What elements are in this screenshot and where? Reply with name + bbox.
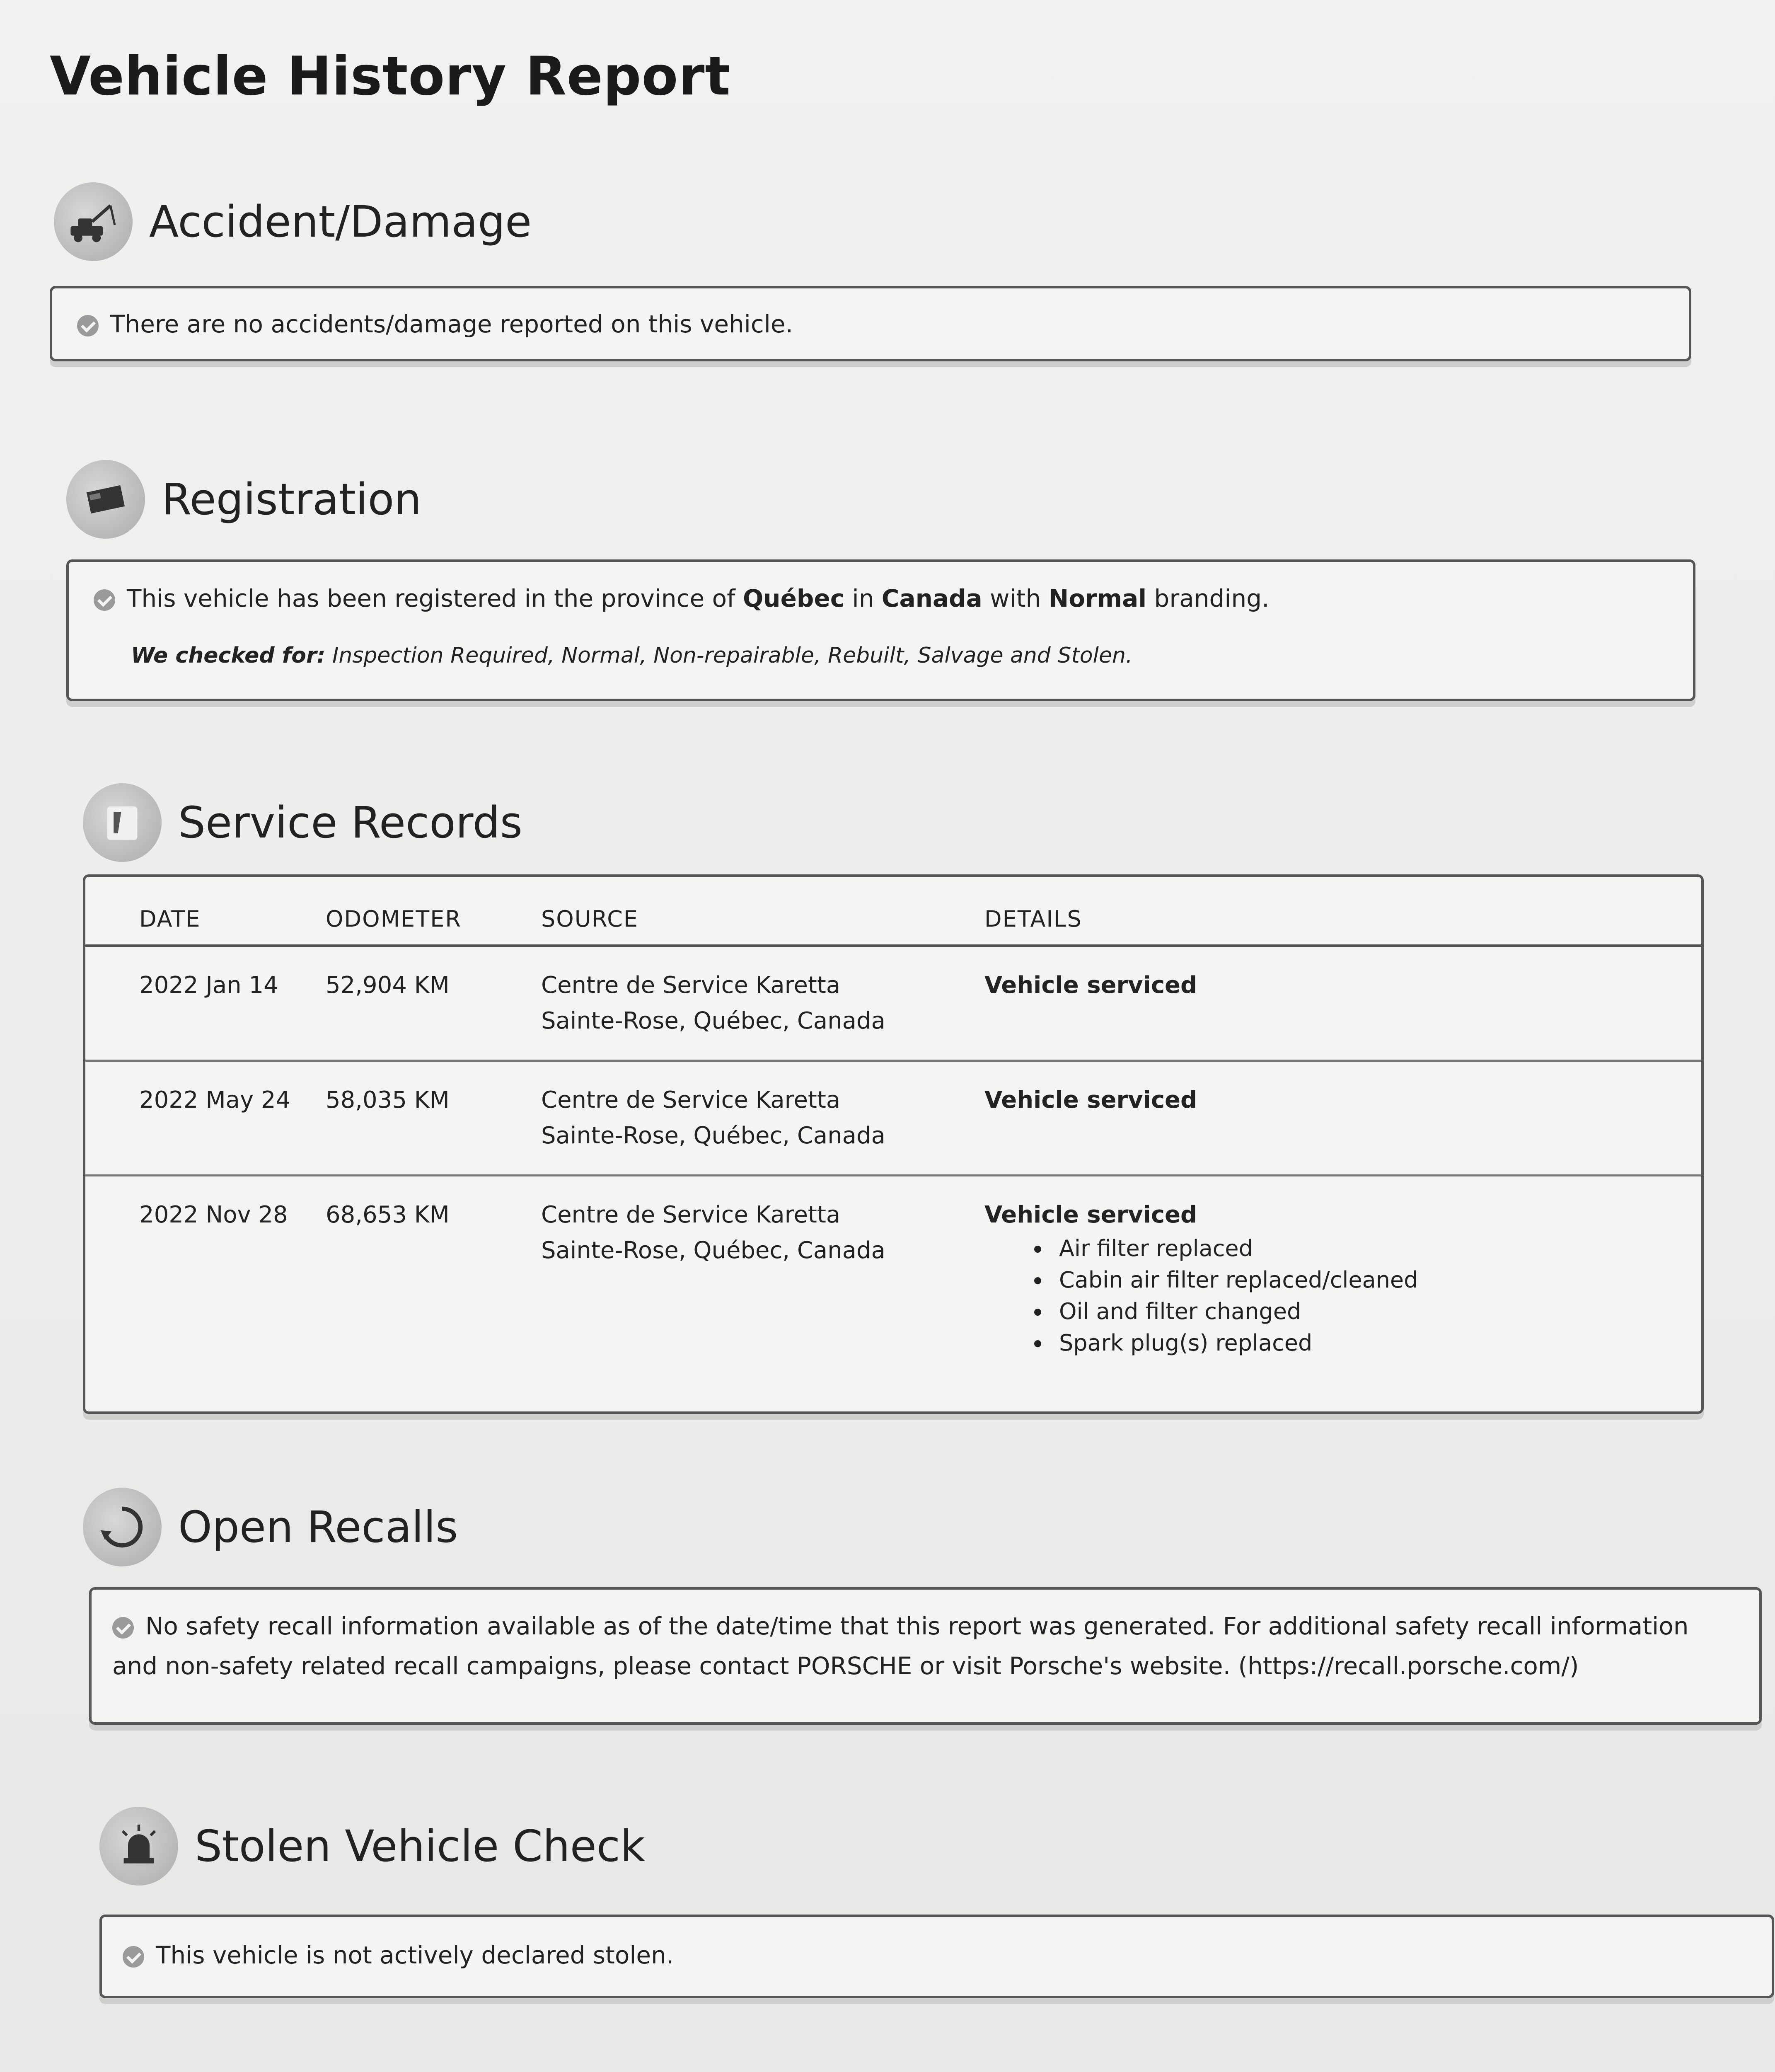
list-item: • Spark plug(s) replaced bbox=[1051, 1327, 1701, 1359]
check-circle-icon bbox=[112, 1617, 134, 1639]
check-circle-icon bbox=[77, 315, 99, 336]
col-date: DATE bbox=[85, 877, 326, 946]
details-title: Vehicle serviced bbox=[984, 1087, 1197, 1113]
registration-country: Canada bbox=[881, 584, 982, 612]
row-date: 2022 Jan 14 bbox=[85, 946, 326, 1061]
source-name: Centre de Service Karetta bbox=[541, 1087, 841, 1113]
details-title: Vehicle serviced bbox=[984, 972, 1197, 999]
registration-status-box bbox=[66, 559, 1695, 701]
col-source: SOURCE bbox=[541, 877, 984, 946]
accident-message: There are no accidents/damage reported on this vehicle. bbox=[110, 310, 793, 338]
row-details bbox=[984, 946, 1701, 1061]
source-name: Centre de Service Karetta bbox=[541, 972, 841, 999]
registration-section-header bbox=[66, 460, 421, 539]
row-odometer: 68,653 KM bbox=[326, 1201, 450, 1228]
col-details: DETAILS bbox=[984, 877, 1701, 946]
recalls-section-header bbox=[83, 1488, 458, 1566]
recalls-message bbox=[112, 1606, 1728, 1686]
source-location: Sainte-Rose, Québec, Canada bbox=[541, 1007, 885, 1034]
registration-msg-mid2: with bbox=[982, 584, 1049, 612]
stolen-section-header bbox=[99, 1807, 645, 1886]
row-odometer: 58,035 KM bbox=[326, 1061, 541, 1176]
registration-branding: Normal bbox=[1048, 584, 1147, 612]
row-details bbox=[984, 1176, 1701, 1380]
row-source bbox=[541, 1061, 984, 1176]
porsche-website-link[interactable]: Porsche's website bbox=[1009, 1652, 1223, 1680]
table-row bbox=[85, 1061, 1701, 1176]
flag-icon bbox=[66, 460, 145, 539]
row-date: 2022 May 24 bbox=[85, 1061, 326, 1176]
stolen-status-box bbox=[99, 1915, 1774, 1998]
source-location: Sainte-Rose, Québec, Canada bbox=[541, 1122, 885, 1149]
service-table bbox=[85, 877, 1701, 1380]
row-odometer: 52,904 KM bbox=[326, 946, 541, 1061]
list-item: • Air filter replaced bbox=[1051, 1233, 1701, 1264]
details-title: Vehicle serviced bbox=[984, 1201, 1197, 1228]
table-row bbox=[85, 1176, 1701, 1380]
list-item: • Oil and filter changed bbox=[1051, 1296, 1701, 1327]
source-name: Centre de Service Karetta bbox=[541, 1201, 841, 1228]
service-section-title: Service Records bbox=[178, 797, 522, 848]
registration-msg-mid1: in bbox=[844, 584, 882, 612]
checked-items: Inspection Required, Normal, Non-repairable, Rebuilt, Salvage and Stolen. bbox=[325, 643, 1133, 668]
row-details bbox=[984, 1061, 1701, 1176]
row-source bbox=[541, 1176, 984, 1380]
source-location: Sainte-Rose, Québec, Canada bbox=[541, 1237, 885, 1264]
wrench-icon bbox=[83, 783, 162, 862]
checked-label: We checked for: bbox=[131, 643, 326, 668]
recalls-section-title: Open Recalls bbox=[178, 1502, 458, 1552]
accident-section-title: Accident/Damage bbox=[149, 196, 532, 247]
recalls-status-box bbox=[89, 1587, 1762, 1725]
accident-status-box bbox=[50, 286, 1691, 361]
service-records-table bbox=[83, 874, 1704, 1414]
check-circle-icon bbox=[94, 589, 115, 611]
recall-url: . (https://recall.porsche.com/) bbox=[1223, 1652, 1579, 1680]
registration-message bbox=[94, 579, 1269, 618]
row-date: 2022 Nov 28 bbox=[139, 1201, 288, 1228]
registration-checked-note bbox=[131, 643, 1132, 668]
recalls-message-text: No safety recall information available as of the date/time that this report was generated. For additional safety recall information and non-safety related recall campaigns, please contact PORSCHE or visit bbox=[112, 1612, 1689, 1680]
tow-truck-icon bbox=[54, 182, 133, 261]
registration-msg-suffix: branding. bbox=[1146, 584, 1270, 612]
service-section-header bbox=[83, 783, 522, 862]
check-circle-icon bbox=[123, 1946, 144, 1968]
row-source bbox=[541, 946, 984, 1061]
col-odometer: ODOMETER bbox=[326, 877, 541, 946]
registration-msg-prefix: This vehicle has been registered in the province of bbox=[127, 584, 743, 612]
registration-section-title: Registration bbox=[162, 474, 422, 525]
recall-icon bbox=[83, 1488, 162, 1566]
service-table-header bbox=[85, 877, 1701, 946]
stolen-message: This vehicle is not actively declared stolen. bbox=[156, 1941, 674, 1969]
list-item: • Cabin air filter replaced/cleaned bbox=[1051, 1264, 1701, 1296]
accident-section-header bbox=[54, 182, 532, 261]
registration-province: Québec bbox=[743, 584, 845, 612]
siren-icon bbox=[99, 1807, 178, 1886]
stolen-section-title: Stolen Vehicle Check bbox=[195, 1821, 646, 1871]
details-list bbox=[984, 1233, 1701, 1359]
table-row bbox=[85, 946, 1701, 1061]
page-title: Vehicle History Report bbox=[50, 46, 731, 107]
